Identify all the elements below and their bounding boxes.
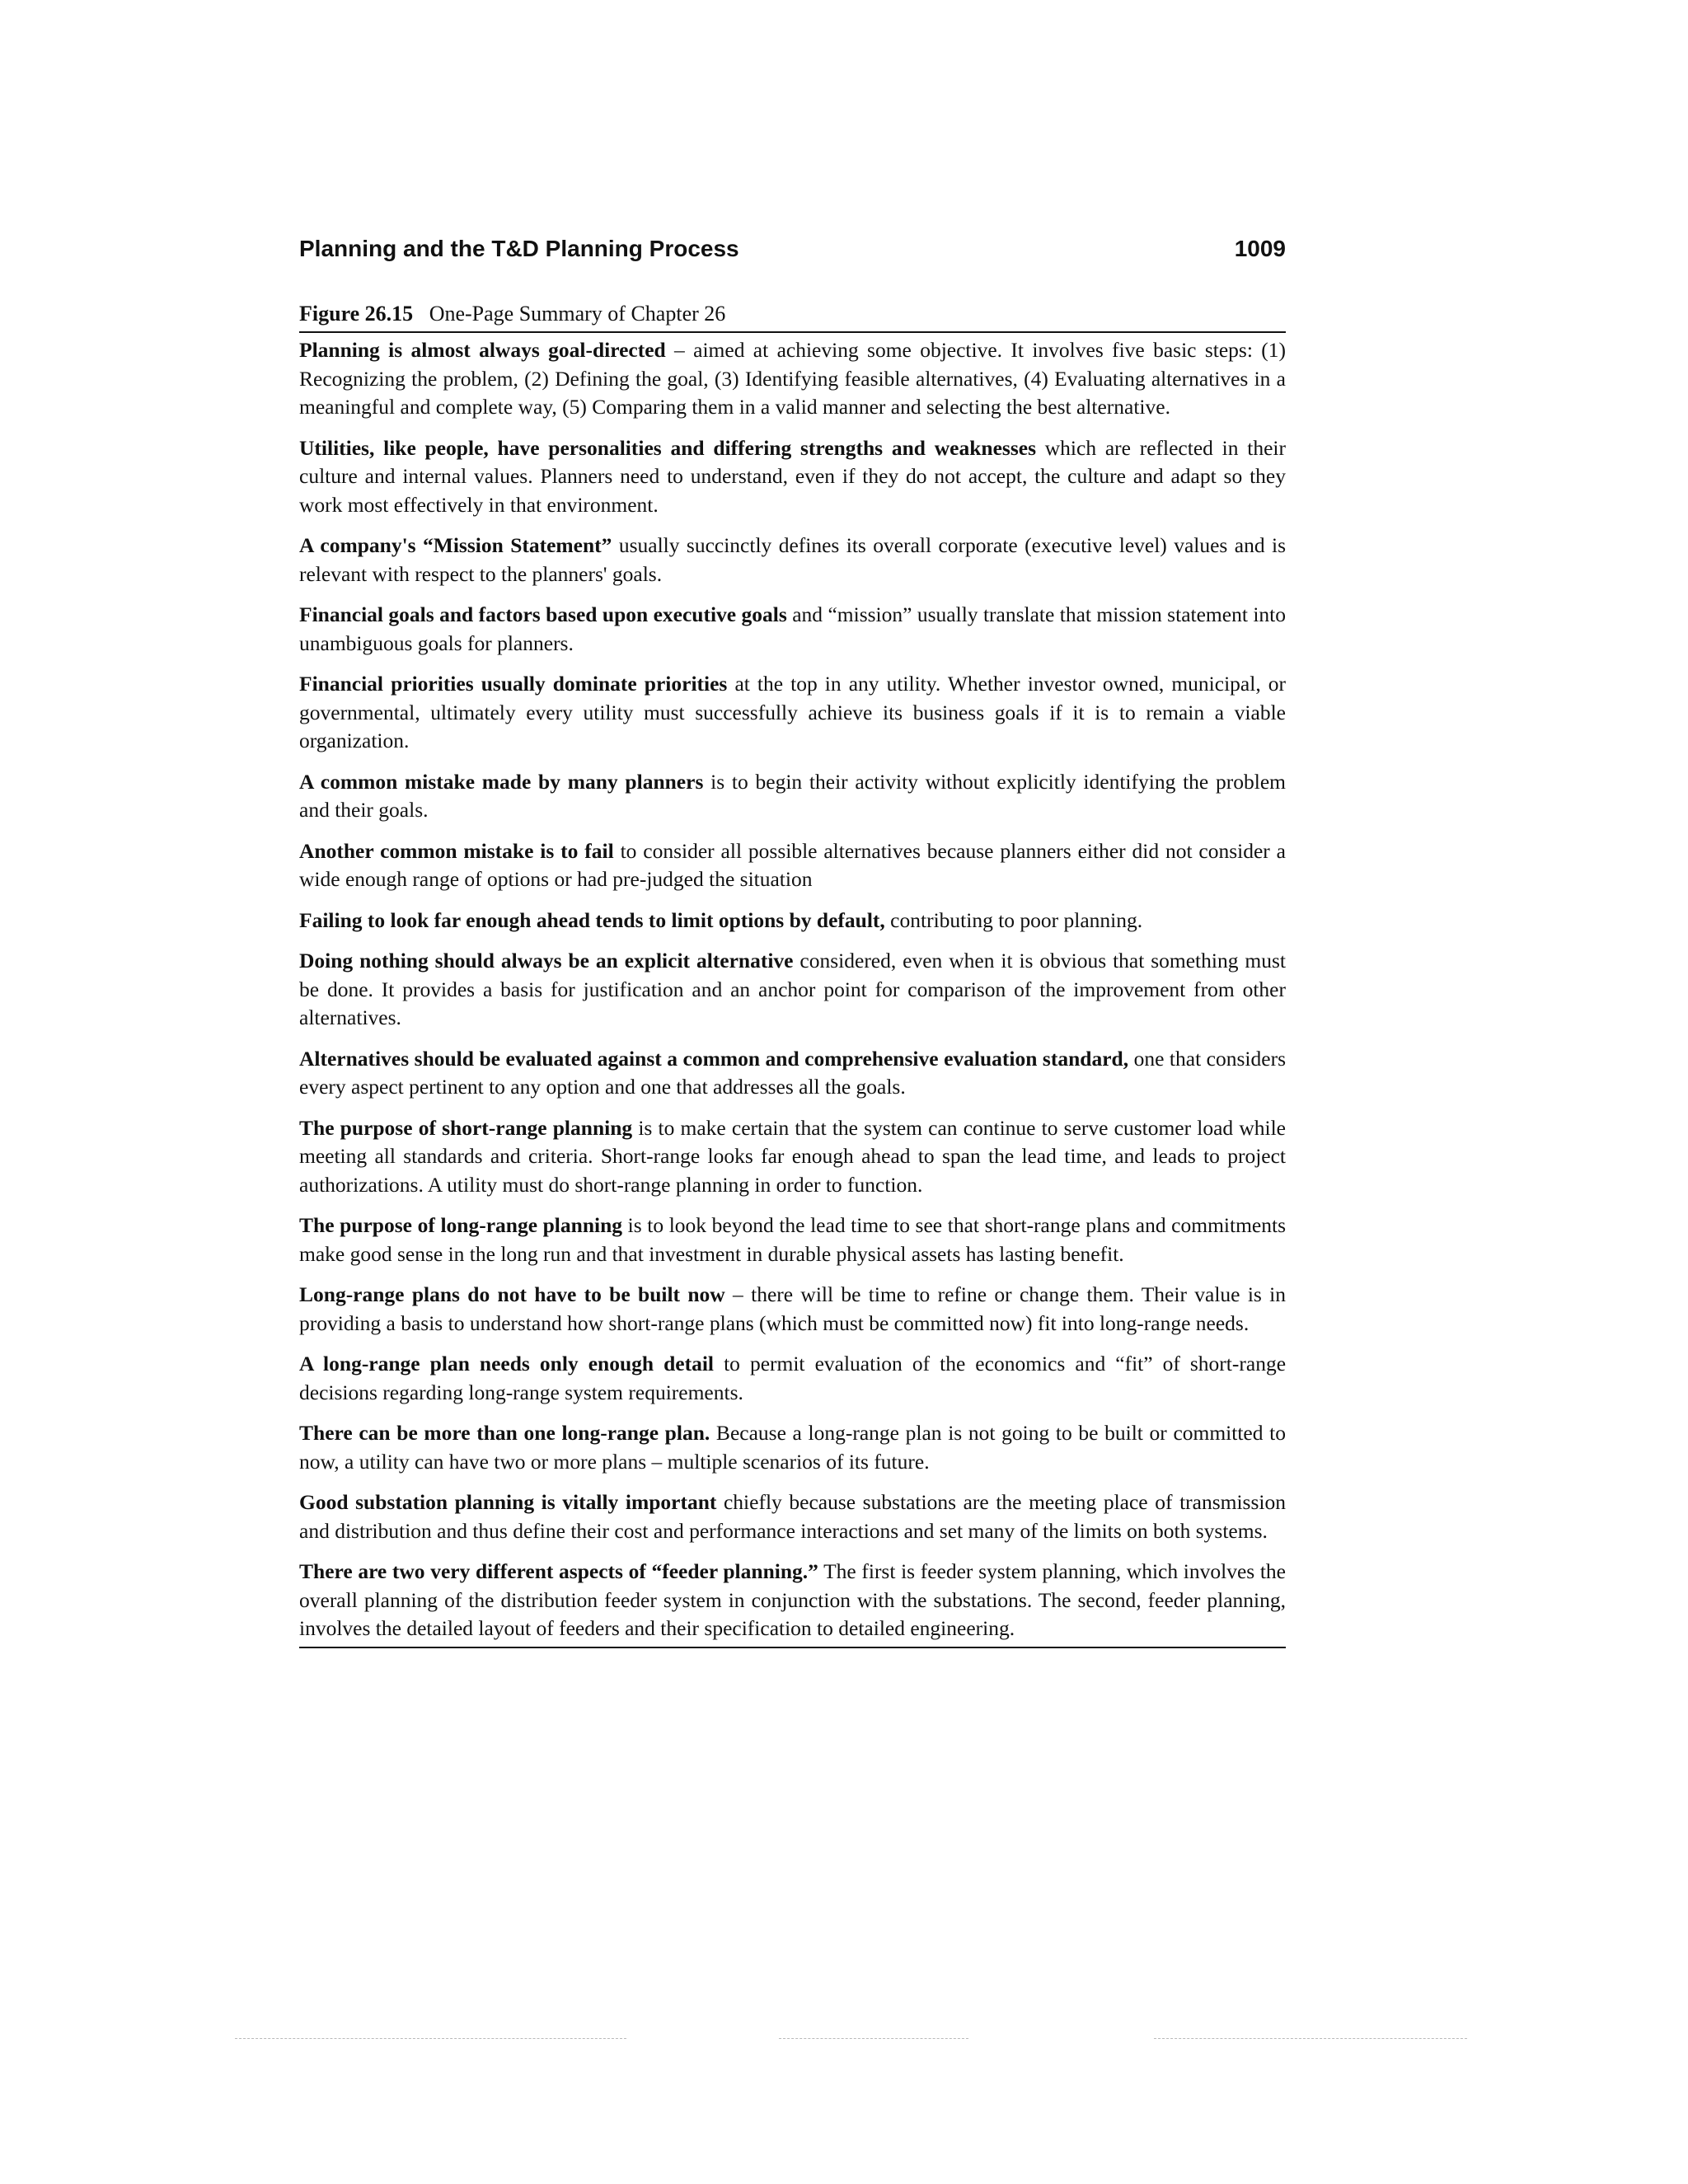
paragraph-lead: Utilities, like people, have personalities and differing strengths and weaknesses [299, 435, 1036, 460]
paragraph-text: to permit evaluation of the economics and “fit” of short-range decisions regarding long-range system requirements. [299, 1352, 1287, 1404]
running-header [299, 232, 1286, 265]
paragraph-text: – there will be time to refine or change them. Their value is in providing a basis to understand how short-range plans (which must be committed now) fit into long-range needs. [299, 1282, 1286, 1335]
summary-paragraph [299, 1558, 1286, 1643]
paragraph-lead: There can be more than one long-range plan. [299, 1421, 710, 1445]
summary-paragraph [299, 907, 1286, 935]
summary-paragraph [299, 532, 1286, 588]
paragraph-text: to consider all possible alternatives because planners either did not consider a wide enough range of options or had pre-judged the situation [299, 838, 1286, 891]
summary-box [299, 333, 1286, 1648]
page-number: 1009 [1234, 236, 1286, 261]
paragraph-text: The first is feeder system planning, which involves the overall planning of the distribution feeder system in conjunction with the substations. The second, feeder planning, involves the detailed layout of feeders and their specification to detailed engineering. [299, 1559, 1286, 1640]
scan-artifact-line [235, 2038, 626, 2039]
paragraph-text: – aimed at achieving some objective. It involves five basic steps: (1) Recognizing the problem, (2) Defining the goal, (3) Identifying feasible alternatives, (4) Evaluating alternatives in a meaningful and complete way, (5) Comparing them in a valid manner and selecting the best alternative. [299, 338, 1286, 419]
paragraph-text: which are reflected in their culture and internal values. Planners need to understand, even if they do not accept, the culture and adapt so they work most effectively in that environment. [299, 435, 1286, 517]
paragraph-lead: A long-range plan needs only enough detail [299, 1352, 715, 1376]
summary-paragraph [299, 1419, 1286, 1476]
paragraph-text: usually succinctly defines its overall corporate (executive level) values and is relevant with respect to the planners' goals. [299, 533, 1286, 586]
summary-paragraph [299, 1212, 1286, 1268]
chapter-title: Planning and the T&D Planning Process [299, 236, 739, 261]
figure-caption [299, 300, 1286, 333]
summary-paragraph [299, 336, 1286, 422]
paragraph-text: is to make certain that the system can continue to serve customer load while meeting all standards and criteria. Short-range looks far enough ahead to span the lead time, and leads to project authorizations. A utility must do short-range planning in order to function. [299, 1115, 1286, 1197]
paragraph-lead: The purpose of long-range planning [299, 1213, 623, 1237]
scan-artifact-line [1154, 2038, 1467, 2039]
paragraph-lead: A company's “Mission Statement” [299, 533, 612, 557]
summary-paragraph [299, 1114, 1286, 1200]
summary-paragraph [299, 768, 1286, 825]
summary-paragraph [299, 1045, 1286, 1102]
book-page [299, 232, 1286, 1648]
summary-paragraph [299, 1281, 1286, 1338]
paragraph-lead: Financial goals and factors based upon executive goals [299, 602, 787, 626]
paragraph-lead: Planning is almost always goal-directed [299, 338, 666, 362]
paragraph-lead: Another common mistake is to fail [299, 838, 614, 863]
scan-artifact-line [779, 2038, 968, 2039]
paragraph-text: one that considers every aspect pertinent to any option and one that addresses all the goals. [299, 1046, 1286, 1099]
paragraph-text: and “mission” usually translate that mission statement into unambiguous goals for planners. [299, 602, 1286, 655]
summary-paragraph [299, 1350, 1286, 1407]
paragraph-lead: Alternatives should be evaluated against a common and comprehensive evaluation standard, [299, 1046, 1129, 1071]
paragraph-lead: Long-range plans do not have to be built now [299, 1282, 725, 1306]
summary-paragraph [299, 670, 1286, 756]
paragraph-text: Because a long-range plan is not going to be built or committed to now, a utility can have two or more plans – multiple scenarios of its future. [299, 1421, 1286, 1474]
summary-paragraph [299, 1488, 1286, 1545]
paragraph-lead: Failing to look far enough ahead tends to limit options by default, [299, 907, 885, 932]
paragraph-lead: Financial priorities usually dominate priorities [299, 672, 728, 696]
paragraph-text: is to look beyond the lead time to see that short-range plans and commitments make good sense in the long run and that investment in durable physical assets has lasting benefit. [299, 1213, 1286, 1266]
figure-title [419, 302, 726, 326]
summary-paragraph [299, 837, 1286, 894]
paragraph-lead: A common mistake made by many planners [299, 769, 704, 794]
paragraph-lead: The purpose of short-range planning [299, 1115, 633, 1140]
paragraph-text: contributing to poor planning. [884, 907, 1143, 932]
paragraph-lead: Doing nothing should always be an explicit alternative [299, 949, 794, 972]
paragraph-lead: There are two very different aspects of “feeder planning.” [299, 1559, 818, 1583]
paragraph-text: considered, even when it is obvious that something must be done. It provides a basis for justification and an anchor point for comparison of the improvement from other alternatives. [299, 949, 1286, 1029]
figure-label: Figure 26.15 [299, 302, 414, 326]
summary-paragraph [299, 947, 1286, 1033]
summary-paragraph [299, 434, 1286, 520]
figure-title-text: One-Page Summary of Chapter 26 [429, 302, 726, 326]
paragraph-text: at the top in any utility. Whether investor owned, municipal, or governmental, ultimately every utility must successfully achieve its business goals if it is to remain a viable organization. [299, 672, 1287, 752]
paragraph-lead: Good substation planning is vitally important [299, 1490, 717, 1514]
paragraph-text: is to begin their activity without explicitly identifying the problem and their goals. [299, 769, 1286, 822]
paragraph-text: chiefly because substations are the meeting place of transmission and distribution and thus define their cost and performance interactions and set many of the limits on both systems. [299, 1490, 1286, 1543]
summary-paragraph [299, 601, 1286, 658]
